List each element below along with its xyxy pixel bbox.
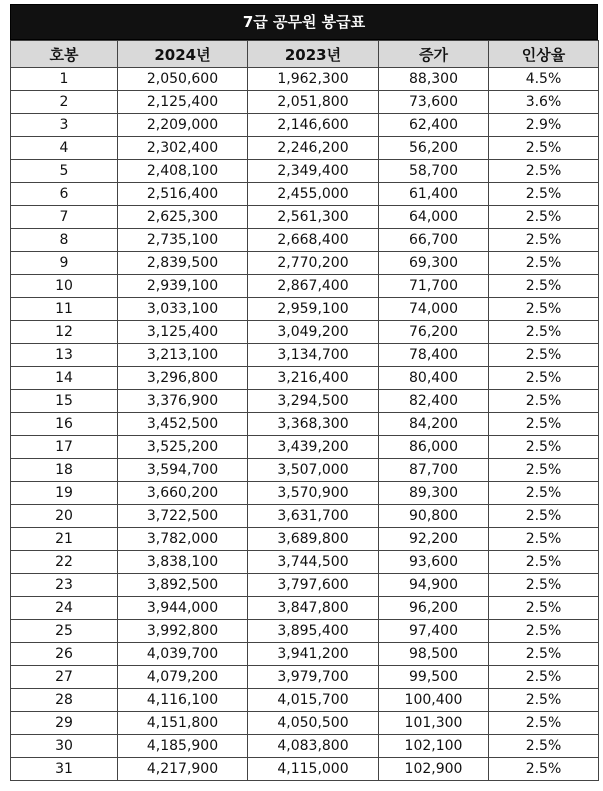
salary-table: [10, 40, 599, 781]
table-row: [11, 321, 599, 344]
cell-increase: 61,400: [379, 183, 489, 206]
cell-2024: 3,838,100: [118, 551, 248, 574]
cell-increase: 102,900: [379, 758, 489, 781]
cell-rate: 2.5%: [489, 551, 599, 574]
cell-step: 8: [11, 229, 118, 252]
cell-2023: 3,368,300: [248, 413, 379, 436]
table-row: [11, 275, 599, 298]
cell-2023: 3,895,400: [248, 620, 379, 643]
cell-increase: 100,400: [379, 689, 489, 712]
cell-rate: 2.5%: [489, 712, 599, 735]
cell-2023: 3,979,700: [248, 666, 379, 689]
cell-rate: 2.5%: [489, 160, 599, 183]
cell-2023: 3,134,700: [248, 344, 379, 367]
cell-increase: 56,200: [379, 137, 489, 160]
cell-step: 3: [11, 114, 118, 137]
cell-2024: 4,116,100: [118, 689, 248, 712]
cell-rate: 2.5%: [489, 206, 599, 229]
cell-increase: 78,400: [379, 344, 489, 367]
salary-table-container: [10, 4, 598, 781]
header-2023: 2023년: [248, 41, 379, 68]
cell-step: 13: [11, 344, 118, 367]
cell-step: 26: [11, 643, 118, 666]
cell-step: 16: [11, 413, 118, 436]
cell-rate: 2.5%: [489, 689, 599, 712]
cell-rate: 2.5%: [489, 390, 599, 413]
table-row: [11, 528, 599, 551]
cell-rate: 2.5%: [489, 574, 599, 597]
cell-2024: 3,594,700: [118, 459, 248, 482]
cell-2024: 4,185,900: [118, 735, 248, 758]
cell-step: 18: [11, 459, 118, 482]
table-row: [11, 183, 599, 206]
cell-increase: 58,700: [379, 160, 489, 183]
cell-2024: 3,782,000: [118, 528, 248, 551]
cell-2023: 2,561,300: [248, 206, 379, 229]
cell-step: 4: [11, 137, 118, 160]
cell-2023: 2,051,800: [248, 91, 379, 114]
header-2024: 2024년: [118, 41, 248, 68]
cell-step: 28: [11, 689, 118, 712]
cell-step: 29: [11, 712, 118, 735]
cell-rate: 2.5%: [489, 758, 599, 781]
cell-step: 30: [11, 735, 118, 758]
cell-step: 25: [11, 620, 118, 643]
cell-rate: 2.5%: [489, 620, 599, 643]
cell-increase: 82,400: [379, 390, 489, 413]
table-row: [11, 298, 599, 321]
header-rate: 인상율: [489, 41, 599, 68]
cell-step: 9: [11, 252, 118, 275]
cell-2023: 2,668,400: [248, 229, 379, 252]
cell-increase: 86,000: [379, 436, 489, 459]
cell-2023: 3,570,900: [248, 482, 379, 505]
cell-rate: 3.6%: [489, 91, 599, 114]
cell-rate: 2.5%: [489, 137, 599, 160]
cell-increase: 66,700: [379, 229, 489, 252]
cell-2024: 3,944,000: [118, 597, 248, 620]
cell-2023: 2,349,400: [248, 160, 379, 183]
cell-rate: 2.5%: [489, 252, 599, 275]
table-row: [11, 735, 599, 758]
table-row: [11, 620, 599, 643]
table-row: [11, 551, 599, 574]
cell-rate: 2.5%: [489, 528, 599, 551]
table-row: [11, 68, 599, 91]
cell-2024: 3,296,800: [118, 367, 248, 390]
cell-step: 20: [11, 505, 118, 528]
cell-2023: 4,083,800: [248, 735, 379, 758]
cell-2023: 1,962,300: [248, 68, 379, 91]
header-row: [11, 41, 599, 68]
cell-2024: 4,079,200: [118, 666, 248, 689]
cell-increase: 99,500: [379, 666, 489, 689]
cell-2023: 3,216,400: [248, 367, 379, 390]
cell-rate: 2.5%: [489, 183, 599, 206]
cell-increase: 101,300: [379, 712, 489, 735]
cell-2024: 3,892,500: [118, 574, 248, 597]
cell-step: 1: [11, 68, 118, 91]
cell-2023: 3,439,200: [248, 436, 379, 459]
cell-rate: 2.5%: [489, 666, 599, 689]
cell-step: 5: [11, 160, 118, 183]
table-row: [11, 413, 599, 436]
cell-2024: 2,516,400: [118, 183, 248, 206]
cell-step: 31: [11, 758, 118, 781]
table-row: [11, 712, 599, 735]
cell-2023: 2,146,600: [248, 114, 379, 137]
cell-2023: 3,941,200: [248, 643, 379, 666]
cell-2024: 3,033,100: [118, 298, 248, 321]
cell-2024: 2,625,300: [118, 206, 248, 229]
table-header: [11, 41, 599, 68]
cell-step: 2: [11, 91, 118, 114]
table-row: [11, 643, 599, 666]
cell-2024: 3,376,900: [118, 390, 248, 413]
table-row: [11, 252, 599, 275]
cell-rate: 2.5%: [489, 321, 599, 344]
table-row: [11, 482, 599, 505]
table-row: [11, 574, 599, 597]
cell-increase: 74,000: [379, 298, 489, 321]
header-step: 호봉: [11, 41, 118, 68]
cell-2024: 2,302,400: [118, 137, 248, 160]
cell-2024: 3,213,100: [118, 344, 248, 367]
cell-2023: 4,050,500: [248, 712, 379, 735]
cell-2023: 3,049,200: [248, 321, 379, 344]
cell-increase: 89,300: [379, 482, 489, 505]
cell-2023: 2,867,400: [248, 275, 379, 298]
cell-increase: 102,100: [379, 735, 489, 758]
cell-step: 19: [11, 482, 118, 505]
cell-2023: 2,455,000: [248, 183, 379, 206]
cell-2024: 2,050,600: [118, 68, 248, 91]
cell-increase: 84,200: [379, 413, 489, 436]
cell-step: 27: [11, 666, 118, 689]
cell-increase: 64,000: [379, 206, 489, 229]
cell-2023: 4,015,700: [248, 689, 379, 712]
cell-2024: 3,660,200: [118, 482, 248, 505]
cell-rate: 2.5%: [489, 367, 599, 390]
cell-increase: 88,300: [379, 68, 489, 91]
table-row: [11, 459, 599, 482]
cell-2024: 3,452,500: [118, 413, 248, 436]
cell-2023: 4,115,000: [248, 758, 379, 781]
cell-rate: 2.5%: [489, 735, 599, 758]
table-row: [11, 758, 599, 781]
cell-rate: 2.9%: [489, 114, 599, 137]
table-row: [11, 206, 599, 229]
table-body: [11, 68, 599, 781]
cell-increase: 69,300: [379, 252, 489, 275]
cell-rate: 2.5%: [489, 344, 599, 367]
cell-step: 14: [11, 367, 118, 390]
cell-increase: 93,600: [379, 551, 489, 574]
cell-rate: 2.5%: [489, 597, 599, 620]
cell-step: 10: [11, 275, 118, 298]
cell-2023: 3,631,700: [248, 505, 379, 528]
cell-increase: 80,400: [379, 367, 489, 390]
table-title: 7급 공무원 봉급표: [10, 4, 598, 40]
cell-2023: 3,797,600: [248, 574, 379, 597]
cell-rate: 2.5%: [489, 505, 599, 528]
cell-2023: 2,959,100: [248, 298, 379, 321]
table-row: [11, 505, 599, 528]
cell-step: 11: [11, 298, 118, 321]
cell-rate: 2.5%: [489, 298, 599, 321]
cell-2024: 3,722,500: [118, 505, 248, 528]
table-row: [11, 137, 599, 160]
table-row: [11, 229, 599, 252]
cell-rate: 2.5%: [489, 643, 599, 666]
cell-2024: 3,125,400: [118, 321, 248, 344]
cell-increase: 87,700: [379, 459, 489, 482]
table-row: [11, 436, 599, 459]
cell-increase: 76,200: [379, 321, 489, 344]
cell-rate: 2.5%: [489, 482, 599, 505]
cell-increase: 96,200: [379, 597, 489, 620]
cell-2024: 4,217,900: [118, 758, 248, 781]
cell-2023: 3,294,500: [248, 390, 379, 413]
cell-step: 12: [11, 321, 118, 344]
cell-2024: 2,209,000: [118, 114, 248, 137]
cell-increase: 90,800: [379, 505, 489, 528]
cell-step: 24: [11, 597, 118, 620]
cell-step: 21: [11, 528, 118, 551]
cell-step: 7: [11, 206, 118, 229]
cell-2024: 2,839,500: [118, 252, 248, 275]
cell-step: 17: [11, 436, 118, 459]
cell-step: 22: [11, 551, 118, 574]
table-row: [11, 367, 599, 390]
cell-increase: 62,400: [379, 114, 489, 137]
cell-step: 15: [11, 390, 118, 413]
cell-2023: 3,847,800: [248, 597, 379, 620]
table-row: [11, 689, 599, 712]
cell-increase: 92,200: [379, 528, 489, 551]
table-row: [11, 597, 599, 620]
cell-2023: 3,689,800: [248, 528, 379, 551]
cell-rate: 2.5%: [489, 229, 599, 252]
cell-2024: 2,125,400: [118, 91, 248, 114]
cell-rate: 2.5%: [489, 436, 599, 459]
cell-2024: 3,992,800: [118, 620, 248, 643]
table-row: [11, 390, 599, 413]
cell-2024: 2,735,100: [118, 229, 248, 252]
cell-2024: 3,525,200: [118, 436, 248, 459]
table-row: [11, 114, 599, 137]
cell-rate: 2.5%: [489, 459, 599, 482]
cell-step: 23: [11, 574, 118, 597]
table-row: [11, 91, 599, 114]
table-row: [11, 344, 599, 367]
cell-2023: 2,770,200: [248, 252, 379, 275]
cell-2024: 2,408,100: [118, 160, 248, 183]
cell-increase: 97,400: [379, 620, 489, 643]
table-row: [11, 160, 599, 183]
cell-increase: 71,700: [379, 275, 489, 298]
cell-step: 6: [11, 183, 118, 206]
cell-rate: 2.5%: [489, 413, 599, 436]
cell-2024: 4,039,700: [118, 643, 248, 666]
cell-2023: 2,246,200: [248, 137, 379, 160]
cell-increase: 94,900: [379, 574, 489, 597]
cell-rate: 2.5%: [489, 275, 599, 298]
table-row: [11, 666, 599, 689]
cell-2023: 3,507,000: [248, 459, 379, 482]
cell-2023: 3,744,500: [248, 551, 379, 574]
header-increase: 증가: [379, 41, 489, 68]
cell-2024: 4,151,800: [118, 712, 248, 735]
cell-increase: 73,600: [379, 91, 489, 114]
cell-increase: 98,500: [379, 643, 489, 666]
cell-2024: 2,939,100: [118, 275, 248, 298]
cell-rate: 4.5%: [489, 68, 599, 91]
